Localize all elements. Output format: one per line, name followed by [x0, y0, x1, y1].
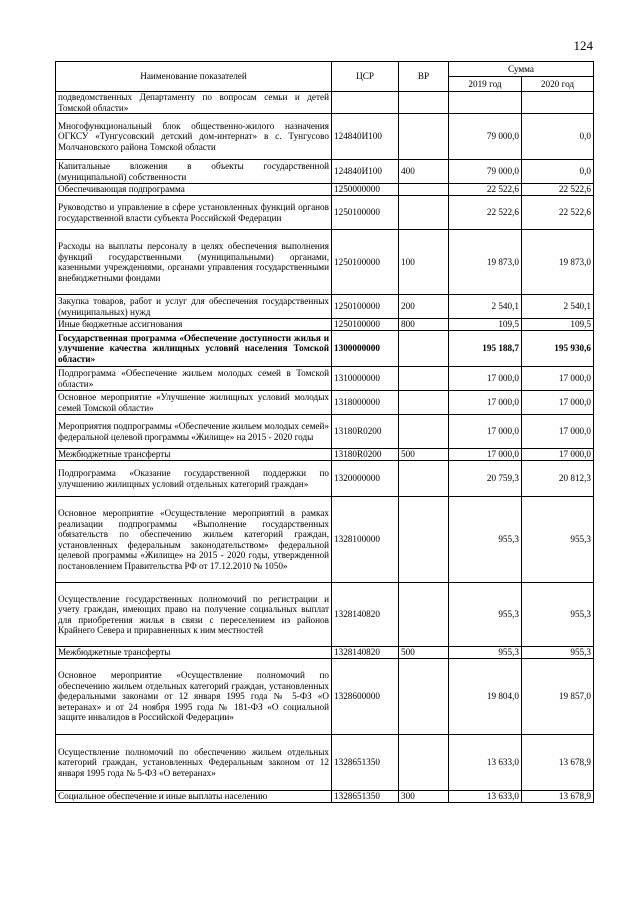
row-value-2019: 955,3: [449, 647, 522, 659]
budget-table: [55, 61, 594, 803]
table-row: [56, 461, 594, 497]
row-vr: [399, 331, 449, 367]
row-name: Межбюджетные трансферты: [56, 449, 332, 461]
row-vr: [399, 196, 449, 230]
row-value-2019: 2 540,1: [449, 295, 522, 319]
table-row: [56, 196, 594, 230]
table-row: [56, 391, 594, 415]
row-vr: [399, 583, 449, 647]
row-vr: [399, 184, 449, 196]
table-row: [56, 184, 594, 196]
table-row: [56, 791, 594, 803]
header-name: Наименование показателей: [56, 62, 332, 92]
row-value-2020: 0,0: [522, 114, 594, 160]
row-code: 1328140820: [332, 583, 399, 647]
row-code: 1250100000: [332, 230, 399, 295]
row-name: Осуществление государственных полномочий по регистрации и учету граждан, имеющих право на получение социальных выплат для приобретения жилья в связи с переселением из районов Крайнего Севера и приравненных к ним местностей: [56, 583, 332, 647]
row-name: Основное мероприятие «Осуществление полномочий по обеспечению жильем отдельных категорий граждан, установленных федеральными законами от 12 января 1995 года № 5-ФЗ «О ветеранах» и от 24 ноября 1995 года № 181-ФЗ «О социальной защите инвалидов в Российской Федерации»: [56, 659, 332, 735]
row-name: Мероприятия подпрограммы «Обеспечение жильем молодых семей» федеральной целевой программы «Жилище» на 2015 - 2020 годы: [56, 415, 332, 449]
row-value-2020: 955,3: [522, 647, 594, 659]
row-value-2019: 79 000,0: [449, 160, 522, 184]
row-value-2020: 17 000,0: [522, 367, 594, 391]
page-number: 124: [573, 38, 593, 53]
row-code: 1250100000: [332, 295, 399, 319]
row-name: Руководство и управление в сфере установленных функций органов государственной власти субъекта Российской Федерации: [56, 196, 332, 230]
table-row: [56, 497, 594, 583]
row-code: 1328651350: [332, 735, 399, 791]
row-vr: [399, 367, 449, 391]
row-value-2020: 20 812,3: [522, 461, 594, 497]
row-vr: [399, 415, 449, 449]
row-vr: [399, 735, 449, 791]
row-name: Основное мероприятие «Улучшение жилищных условий молодых семей Томской области»: [56, 391, 332, 415]
row-value-2019: 79 000,0: [449, 114, 522, 160]
row-value-2020: 22 522,6: [522, 184, 594, 196]
row-name: Иные бюджетные ассигнования: [56, 319, 332, 331]
row-value-2019: 17 000,0: [449, 391, 522, 415]
row-value-2020: 19 857,0: [522, 659, 594, 735]
table-row: [56, 92, 594, 114]
row-code: 1310000000: [332, 367, 399, 391]
row-vr: 500: [399, 449, 449, 461]
row-code: 1320000000: [332, 461, 399, 497]
row-value-2020: 955,3: [522, 497, 594, 583]
header-vr: ВР: [399, 62, 449, 92]
row-value-2019: 13 633,0: [449, 791, 522, 803]
row-vr: [399, 461, 449, 497]
row-code: 13180R0200: [332, 449, 399, 461]
row-code: 1328100000: [332, 497, 399, 583]
row-value-2019: 17 000,0: [449, 449, 522, 461]
row-name: Многофункциональный блок общественно-жилого назначения ОГКСУ «Тунгусовский детский дом-интернат» в с. Тунгусово Молчановского района Томской области: [56, 114, 332, 160]
row-name: Расходы на выплаты персоналу в целях обеспечения выполнения функций государственными (муниципальными) органами, казенными учреждениями, органами управления государственными внебюджетными фондами: [56, 230, 332, 295]
row-vr: 300: [399, 791, 449, 803]
row-vr: [399, 114, 449, 160]
table-row: [56, 331, 594, 367]
table-row: [56, 160, 594, 184]
row-code: 1300000000: [332, 331, 399, 367]
row-value-2019: 17 000,0: [449, 415, 522, 449]
table-row: [56, 367, 594, 391]
row-value-2020: [522, 92, 594, 114]
row-name: Обеспечивающая подпрограмма: [56, 184, 332, 196]
table-row: [56, 449, 594, 461]
row-code: 1250100000: [332, 196, 399, 230]
row-vr: 500: [399, 647, 449, 659]
row-code: 1250100000: [332, 319, 399, 331]
table-row: [56, 114, 594, 160]
row-vr: [399, 92, 449, 114]
row-name: Капитальные вложения в объекты государственной (муниципальной) собственности: [56, 160, 332, 184]
row-value-2020: 13 678,9: [522, 735, 594, 791]
row-value-2019: 19 804,0: [449, 659, 522, 735]
row-code: 124840И100: [332, 160, 399, 184]
row-value-2020: 109,5: [522, 319, 594, 331]
row-code: 1318000000: [332, 391, 399, 415]
row-value-2019: 109,5: [449, 319, 522, 331]
row-value-2020: 195 930,6: [522, 331, 594, 367]
row-name: Межбюджетные трансферты: [56, 647, 332, 659]
row-code: 1328651350: [332, 791, 399, 803]
row-value-2019: 13 633,0: [449, 735, 522, 791]
header-year-2020: 2020 год: [522, 77, 594, 92]
row-value-2019: 955,3: [449, 497, 522, 583]
row-value-2020: 2 540,1: [522, 295, 594, 319]
row-name: Социальное обеспечение и иные выплаты населению: [56, 791, 332, 803]
row-name: подведомственных Департаменту по вопросам семьи и детей Томской области»: [56, 92, 332, 114]
row-value-2019: 22 522,6: [449, 196, 522, 230]
row-vr: 100: [399, 230, 449, 295]
row-value-2020: 22 522,6: [522, 196, 594, 230]
row-value-2020: 13 678,9: [522, 791, 594, 803]
row-vr: [399, 659, 449, 735]
table-row: [56, 583, 594, 647]
table-row: [56, 295, 594, 319]
row-value-2019: 955,3: [449, 583, 522, 647]
row-code: 13180R0200: [332, 415, 399, 449]
table-row: [56, 415, 594, 449]
row-name: Государственная программа «Обеспечение доступности жилья и улучшение качества жилищных условий населения Томской области»: [56, 331, 332, 367]
row-value-2020: 19 873,0: [522, 230, 594, 295]
row-vr: 400: [399, 160, 449, 184]
row-value-2020: 955,3: [522, 583, 594, 647]
row-value-2019: 22 522,6: [449, 184, 522, 196]
row-code: 1250000000: [332, 184, 399, 196]
row-value-2019: 19 873,0: [449, 230, 522, 295]
row-name: Основное мероприятие «Осуществление мероприятий в рамках реализации подпрограммы «Выполнение государственных обязательств по обеспечению жильем категорий граждан, установленных федеральным законодательством» федеральной целевой программы «Жилище» на 2015 - 2020 годы, утвержденной постановлением Правительства РФ от 17.12.2010 № 1050»: [56, 497, 332, 583]
row-vr: 800: [399, 319, 449, 331]
row-name: Закупка товаров, работ и услуг для обеспечения государственных (муниципальных) нужд: [56, 295, 332, 319]
row-value-2019: 17 000,0: [449, 367, 522, 391]
row-name: Подпрограмма «Оказание государственной поддержки по улучшению жилищных условий отдельных категорий граждан»: [56, 461, 332, 497]
header-csr: ЦСР: [332, 62, 399, 92]
row-vr: 200: [399, 295, 449, 319]
table-row: [56, 230, 594, 295]
row-code: 124840И100: [332, 114, 399, 160]
table-row: [56, 319, 594, 331]
row-code: 1328140820: [332, 647, 399, 659]
row-value-2019: 195 188,7: [449, 331, 522, 367]
table-row: [56, 647, 594, 659]
row-name: Подпрограмма «Обеспечение жильем молодых семей в Томской области»: [56, 367, 332, 391]
row-vr: [399, 497, 449, 583]
row-value-2019: [449, 92, 522, 114]
row-code: 1328600000: [332, 659, 399, 735]
header-sum: Сумма: [449, 62, 594, 77]
row-value-2020: 0,0: [522, 160, 594, 184]
row-code: [332, 92, 399, 114]
row-value-2020: 17 000,0: [522, 449, 594, 461]
table-row: [56, 659, 594, 735]
row-name: Осуществление полномочий по обеспечению жильем отдельных категорий граждан, установленных Федеральным законом от 12 января 1995 года № 5-ФЗ «О ветеранах»: [56, 735, 332, 791]
header-year-2019: 2019 год: [449, 77, 522, 92]
row-value-2020: 17 000,0: [522, 415, 594, 449]
row-value-2019: 20 759,3: [449, 461, 522, 497]
row-vr: [399, 391, 449, 415]
row-value-2020: 17 000,0: [522, 391, 594, 415]
table-row: [56, 735, 594, 791]
